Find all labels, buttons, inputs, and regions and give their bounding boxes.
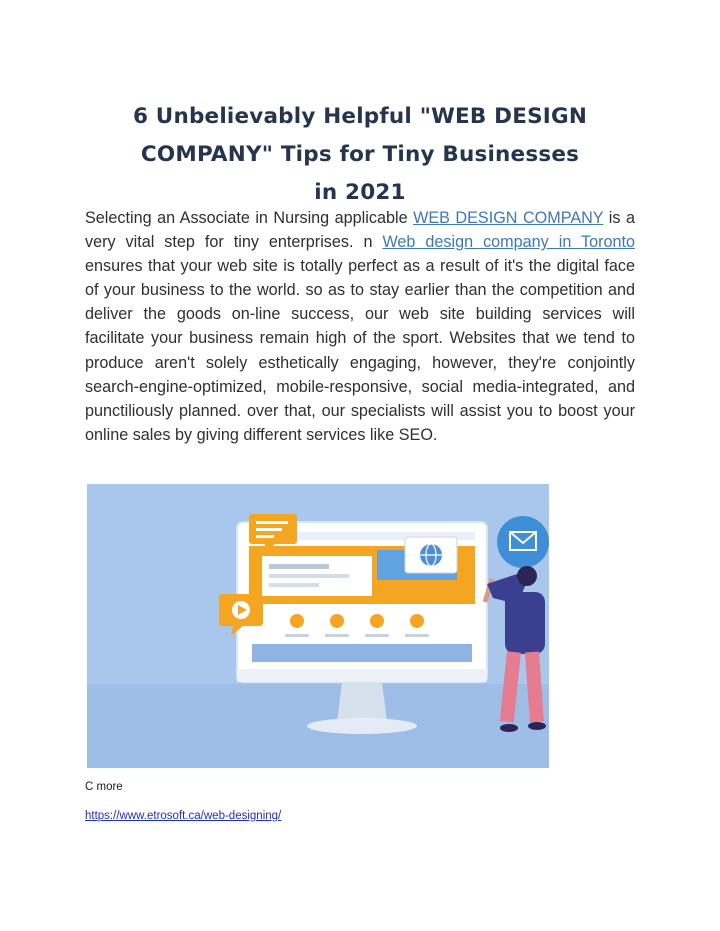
title-line-2: COMPANY" Tips for Tiny Businesses: [140, 142, 580, 167]
email-icon: [497, 516, 549, 568]
article-title: [85, 98, 635, 212]
more-label: C more: [85, 781, 123, 793]
paragraph-text-3: ensures that your web site is totally perfect as a result of it's the digital face of your business to the world. so as to stay earlier than the competition and deliver the goods on-line success, our web site building services will facilitate your business remain high of the sport. Websites that we tend to produce aren't solely esthetically engaging, however, they're conjointly search-engine-optimized, mobile-responsive, social media-integrated, and punctiliously planned. over that, our specialists will assist you to boost your online sales by giving different services like SEO.: [85, 257, 635, 444]
web-design-toronto-link[interactable]: Web design company in Toronto: [382, 233, 635, 252]
paragraph-text-1: Selecting an Associate in Nursing applicable: [85, 209, 414, 227]
title-line-3: in 2021: [314, 180, 406, 205]
illustration-svg: [87, 484, 549, 768]
source-url-link[interactable]: https://www.etrosoft.ca/web-designing/: [85, 810, 282, 822]
globe-icon: [405, 537, 457, 573]
paragraph-text-2: is a very vital step for tiny enterprises. n: [85, 209, 635, 252]
web-design-illustration: [87, 484, 549, 768]
article-paragraph: [85, 206, 635, 447]
title-line-1: 6 Unbelievably Helpful "WEB DESIGN: [132, 104, 588, 129]
web-design-company-link[interactable]: WEB DESIGN COMPANY: [413, 209, 604, 227]
